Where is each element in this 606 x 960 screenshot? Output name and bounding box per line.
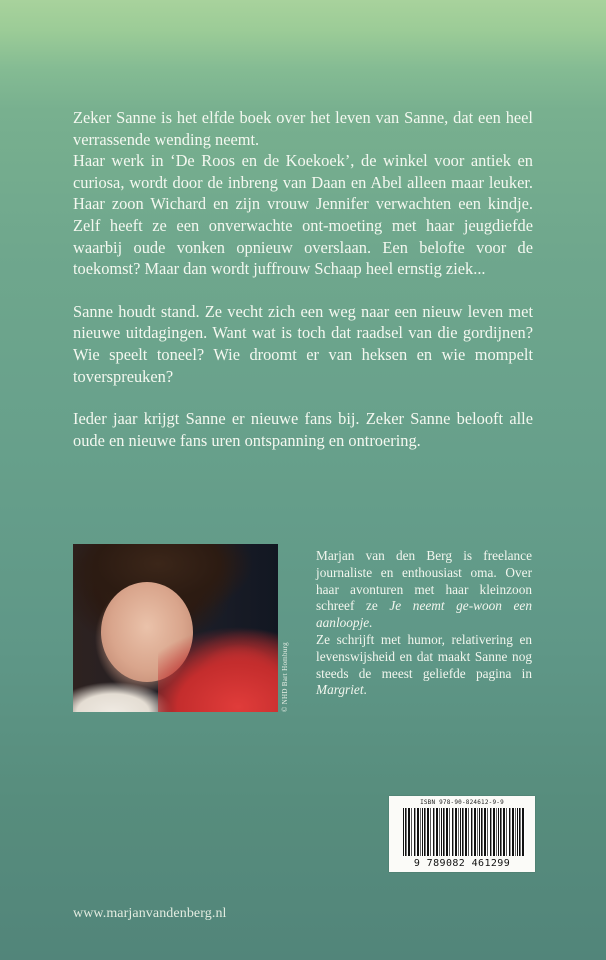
blurb-paragraph-1a: Zeker Sanne is het elfde boek over het leven van Sanne, dat een heel verrassende wending neemt. — [73, 108, 533, 149]
bio-text-2: Ze schrijft met humor, relativering en levenswijsheid en dat maakt Sanne nog steeds de meest geliefde pagina in — [316, 631, 532, 681]
bio-text-1: Marjan van den Berg is freelance journaliste en enthousiast oma. Over haar avonturen met haar kleinzoon schreef ze — [316, 548, 532, 614]
bio-paragraph-1 — [316, 548, 532, 632]
ean-digits: 9 789082 461299 — [392, 858, 532, 869]
blurb-paragraph-2: Sanne houdt stand. Ze vecht zich een weg naar een nieuw leven met nieuwe uitdagingen. Want wat is toch dat raadsel van die gordijnen? Wie speelt toneel? Wie droomt er van heksen en wie mompelt toverspreuken? — [73, 301, 533, 386]
bio-text-1-end: . — [369, 615, 373, 631]
blurb-paragraph-3: Ieder jaar krijgt Sanne er nieuwe fans bij. Zeker Sanne belooft alle oude en nieuwe fans uren ontspanning en ontroering. — [73, 409, 533, 450]
photo-credit: © NHD Bart Homburg — [281, 642, 289, 712]
bio-book-title: Je neemt ge-woon een aanloopje — [316, 598, 532, 631]
bio-paragraph-2 — [316, 632, 532, 699]
isbn-label: ISBN 978-90-824612-9-9 — [420, 799, 504, 806]
isbn-barcode — [389, 796, 535, 872]
photo-scarf — [158, 617, 278, 712]
barcode-bars-icon — [403, 808, 525, 856]
bio-magazine-title: Margriet — [316, 682, 364, 698]
bio-text-2-end: . — [363, 682, 367, 698]
blurb-text — [73, 107, 533, 451]
author-photo — [73, 544, 278, 712]
author-website: www.marjanvandenberg.nl — [73, 906, 227, 921]
blurb-paragraph-1b: Haar werk in ‘De Roos en de Koekoek’, de winkel voor antiek en curiosa, wordt door de inbreng van Daan en Abel alleen maar leuker. Haar zoon Wichard en zijn vrouw Jennifer verwachten een kindje. Zelf heeft ze een onverwachte ont-moeting met haar jeugdiefde waarbij oude vonken opnieuw overslaan. Een belofte voor de toekomst? Maar dan wordt juffrouw Schaap heel ernstig ziek... — [73, 151, 533, 279]
author-bio — [316, 548, 532, 699]
